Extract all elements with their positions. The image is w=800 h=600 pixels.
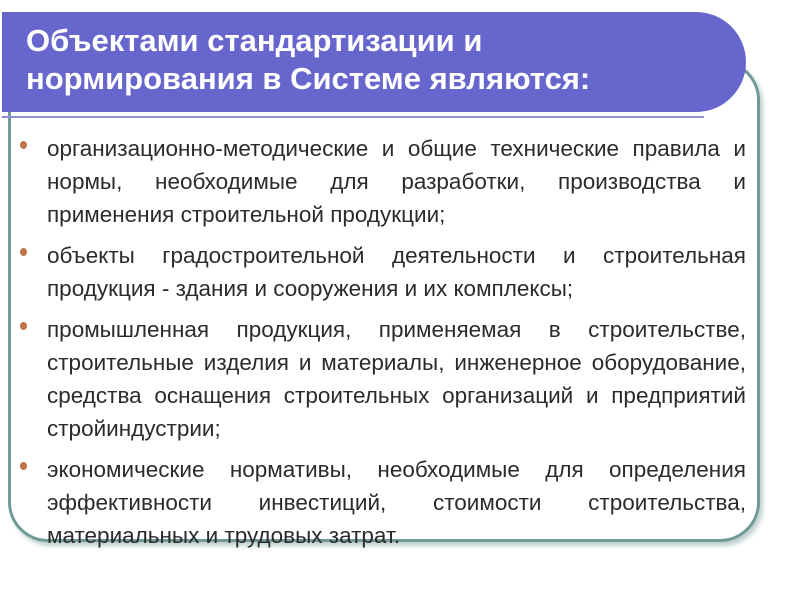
bullet-item [20,239,746,305]
bullet-icon [20,141,27,149]
bullet-item [20,132,746,231]
bullet-text: объекты градостроительной деятельности и строительная продукция - здания и сооружения и их комплексы; [47,243,746,301]
slide-title: Объектами стандартизации и нормирования в Системе являются: [26,23,591,96]
title-underline [2,116,704,118]
bullet-item [20,313,746,445]
bullet-icon [20,462,27,470]
bullet-item [20,453,746,552]
bullet-text: экономические нормативы, необходимые для определения эффективности инвестиций, стоимости строительства, материальных и трудовых затрат. [47,457,746,548]
bullet-icon [20,248,27,256]
bullet-icon [20,322,27,330]
title-banner [2,12,746,112]
bullet-text: организационно-методические и общие технические правила и нормы, необходимые для разработки, производства и применения строительной продукции; [47,136,746,227]
bullet-text: промышленная продукция, применяемая в строительстве, строительные изделия и материалы, инженерное оборудование, средства оснащения строительных организаций и предприятий стройиндустрии; [47,317,746,441]
bullet-list [20,132,746,560]
